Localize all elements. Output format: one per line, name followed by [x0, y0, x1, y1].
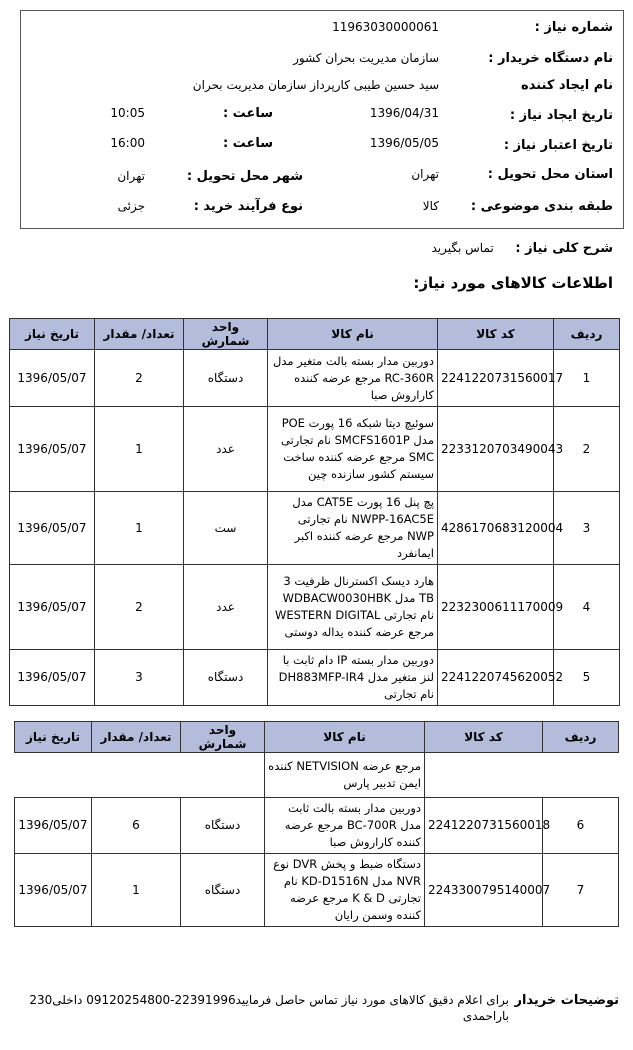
delivery-city-label: شهر محل تحویل :: [186, 169, 303, 184]
cell-name: سوئیچ دیتا شبکه 16 پورت POE مدل SMCFS1601P نام تجارتی SMC مرجع عرضه کننده ساخت سیستم کشور سازنده چین: [268, 407, 438, 492]
header-row-number: ردیف: [543, 722, 619, 753]
header-qty: تعداد/ مقدار: [95, 319, 184, 350]
delivery-province-label: استان محل تحویل :: [487, 167, 613, 182]
cell-date: 1396/05/07: [10, 492, 95, 565]
cell-unit: دستگاه: [181, 854, 265, 927]
need-info-box: [20, 10, 624, 229]
cell-qty: 1: [95, 492, 184, 565]
cell-date: 1396/05/07: [15, 798, 92, 854]
buyer-notes-text: برای اعلام دقیق کالاهای مورد نیاز تماس حاصل فرمایید22391996-09120254800 داخلی230 باراحمدی: [29, 993, 509, 1023]
table-row: [10, 492, 620, 565]
cell-code: 2243300795140007: [425, 854, 543, 927]
cell-row-number: 4: [554, 565, 620, 650]
created-time-value: 10:05: [110, 106, 145, 120]
cell-date: 1396/05/07: [10, 407, 95, 492]
need-summary: [432, 241, 614, 256]
cell-code: 2232300611170009: [438, 565, 554, 650]
cell-row-number: 3: [554, 492, 620, 565]
cell-row-number: 7: [543, 854, 619, 927]
cell-unit: عدد: [184, 565, 268, 650]
table-row: [10, 650, 620, 706]
header-code: کد کالا: [425, 722, 543, 753]
cell-code: 2233120703490043: [438, 407, 554, 492]
delivery-province-value: تهران: [411, 167, 439, 181]
valid-time-value: 16:00: [110, 136, 145, 150]
cell-name: دوربین مدار بسته بالت ثابت مدل BC-700R مرجع عرضه کننده کاراروش صبا: [265, 798, 425, 854]
category-label: طبقه بندی موضوعی :: [470, 199, 613, 214]
valid-time-label: ساعت :: [222, 136, 273, 151]
cell-qty: 2: [95, 565, 184, 650]
cell-unit: دستگاه: [184, 350, 268, 407]
table-row: [10, 407, 620, 492]
cell-name: دستگاه ضبط و پخش DVR نوع NVR مدل KD-D1516N نام تجارتی K & D مرجع عرضه کننده وسمن رایان: [265, 854, 425, 927]
category-value: کالا: [422, 199, 439, 213]
table-row: [15, 854, 619, 927]
valid-date-label: تاریخ اعتبار نیاز :: [503, 138, 613, 153]
cell-qty: 2: [95, 350, 184, 407]
cell-unit: دستگاه: [181, 798, 265, 854]
cell-row-number: 5: [554, 650, 620, 706]
header-row-number: ردیف: [554, 319, 620, 350]
cell-unit: ست: [184, 492, 268, 565]
cell-qty: 1: [92, 854, 181, 927]
cell-code: 4286170683120004: [438, 492, 554, 565]
buyer-org-value: سازمان مدیریت بحران کشور: [293, 51, 439, 65]
summary-label: شرح کلی نیاز :: [515, 241, 613, 256]
cell-row-number: 1: [554, 350, 620, 407]
cell-date: 1396/05/07: [15, 854, 92, 927]
table-row: [10, 565, 620, 650]
need-number-label: شماره نیاز :: [534, 20, 613, 35]
valid-date-value: 1396/05/05: [369, 136, 439, 150]
table-row: [10, 350, 620, 407]
cell-code: 2241220731560018: [425, 798, 543, 854]
header-date: تاریخ نیاز: [15, 722, 92, 753]
table-header-row: [10, 319, 620, 350]
cell-unit: عدد: [184, 407, 268, 492]
header-unit: واحد شمارش: [184, 319, 268, 350]
header-name: نام کالا: [268, 319, 438, 350]
cell-name: پچ پنل 16 پورت CAT5E مدل NWPP-16AC5E نام تجارتی NWP مرجع عرضه کننده اکبر ایمانفرد: [268, 492, 438, 565]
cell-qty: 3: [95, 650, 184, 706]
need-number-value: 11963030000061: [332, 20, 439, 34]
table-header-row: [15, 722, 619, 753]
cell-name: هارد دیسک اکسترنال ظرفیت 3 TB مدل WDBACW0030HBK نام تجارتی WESTERN DIGITAL مرجع عرضه کننده یداله دوستی: [268, 565, 438, 650]
cell-code: 2241220745620052: [438, 650, 554, 706]
cell-date: 1396/05/07: [10, 565, 95, 650]
buyer-org-label: نام دستگاه خریدار :: [488, 51, 613, 66]
cell-date: 1396/05/07: [10, 350, 95, 407]
buyer-notes-label: توضیحات خریدار: [514, 993, 619, 1008]
header-date: تاریخ نیاز: [10, 319, 95, 350]
cell-row-number: 6: [543, 798, 619, 854]
creator-value: سید حسین طیبی کارپرداز سازمان مدیریت بحران: [192, 78, 439, 92]
items-table-1: [9, 318, 620, 706]
cell-name: دوربین مدار بسته بالت متغیر مدل RC-360R مرجع عرضه کننده کاراروش صبا: [268, 350, 438, 407]
summary-value: تماس بگیرید: [431, 241, 494, 255]
items-table-2: [14, 721, 619, 927]
header-unit: واحد شمارش: [181, 722, 265, 753]
items-section-title: اطلاعات کالاهای مورد نیاز:: [413, 274, 613, 292]
delivery-city-value: تهران: [117, 169, 145, 183]
cell-code: 2241220731560017: [438, 350, 554, 407]
header-qty: تعداد/ مقدار: [92, 722, 181, 753]
cell-qty: 6: [92, 798, 181, 854]
cell-name-continuation: مرجع عرضه NETVISION کننده ایمن تدبیر پارس: [265, 753, 425, 798]
cell-unit: دستگاه: [184, 650, 268, 706]
process-type-label: نوع فرآیند خرید :: [193, 199, 303, 214]
created-date-value: 1396/04/31: [369, 106, 439, 120]
cell-date: 1396/05/07: [10, 650, 95, 706]
header-code: کد کالا: [438, 319, 554, 350]
table-row: [15, 798, 619, 854]
created-date-label: تاریخ ایجاد نیاز :: [509, 108, 613, 123]
header-name: نام کالا: [265, 722, 425, 753]
cell-name: دوربین مدار بسته IP دام ثابت با لنز متغیر مدل DH883MFP-IR4 نام تجارتی: [268, 650, 438, 706]
cell-row-number: 2: [554, 407, 620, 492]
created-time-label: ساعت :: [222, 106, 273, 121]
creator-label: نام ایجاد کننده: [521, 78, 613, 93]
need-number-row: [535, 20, 613, 35]
cell-qty: 1: [95, 407, 184, 492]
process-type-value: جزئی: [117, 199, 145, 213]
continuation-row: [15, 753, 619, 798]
